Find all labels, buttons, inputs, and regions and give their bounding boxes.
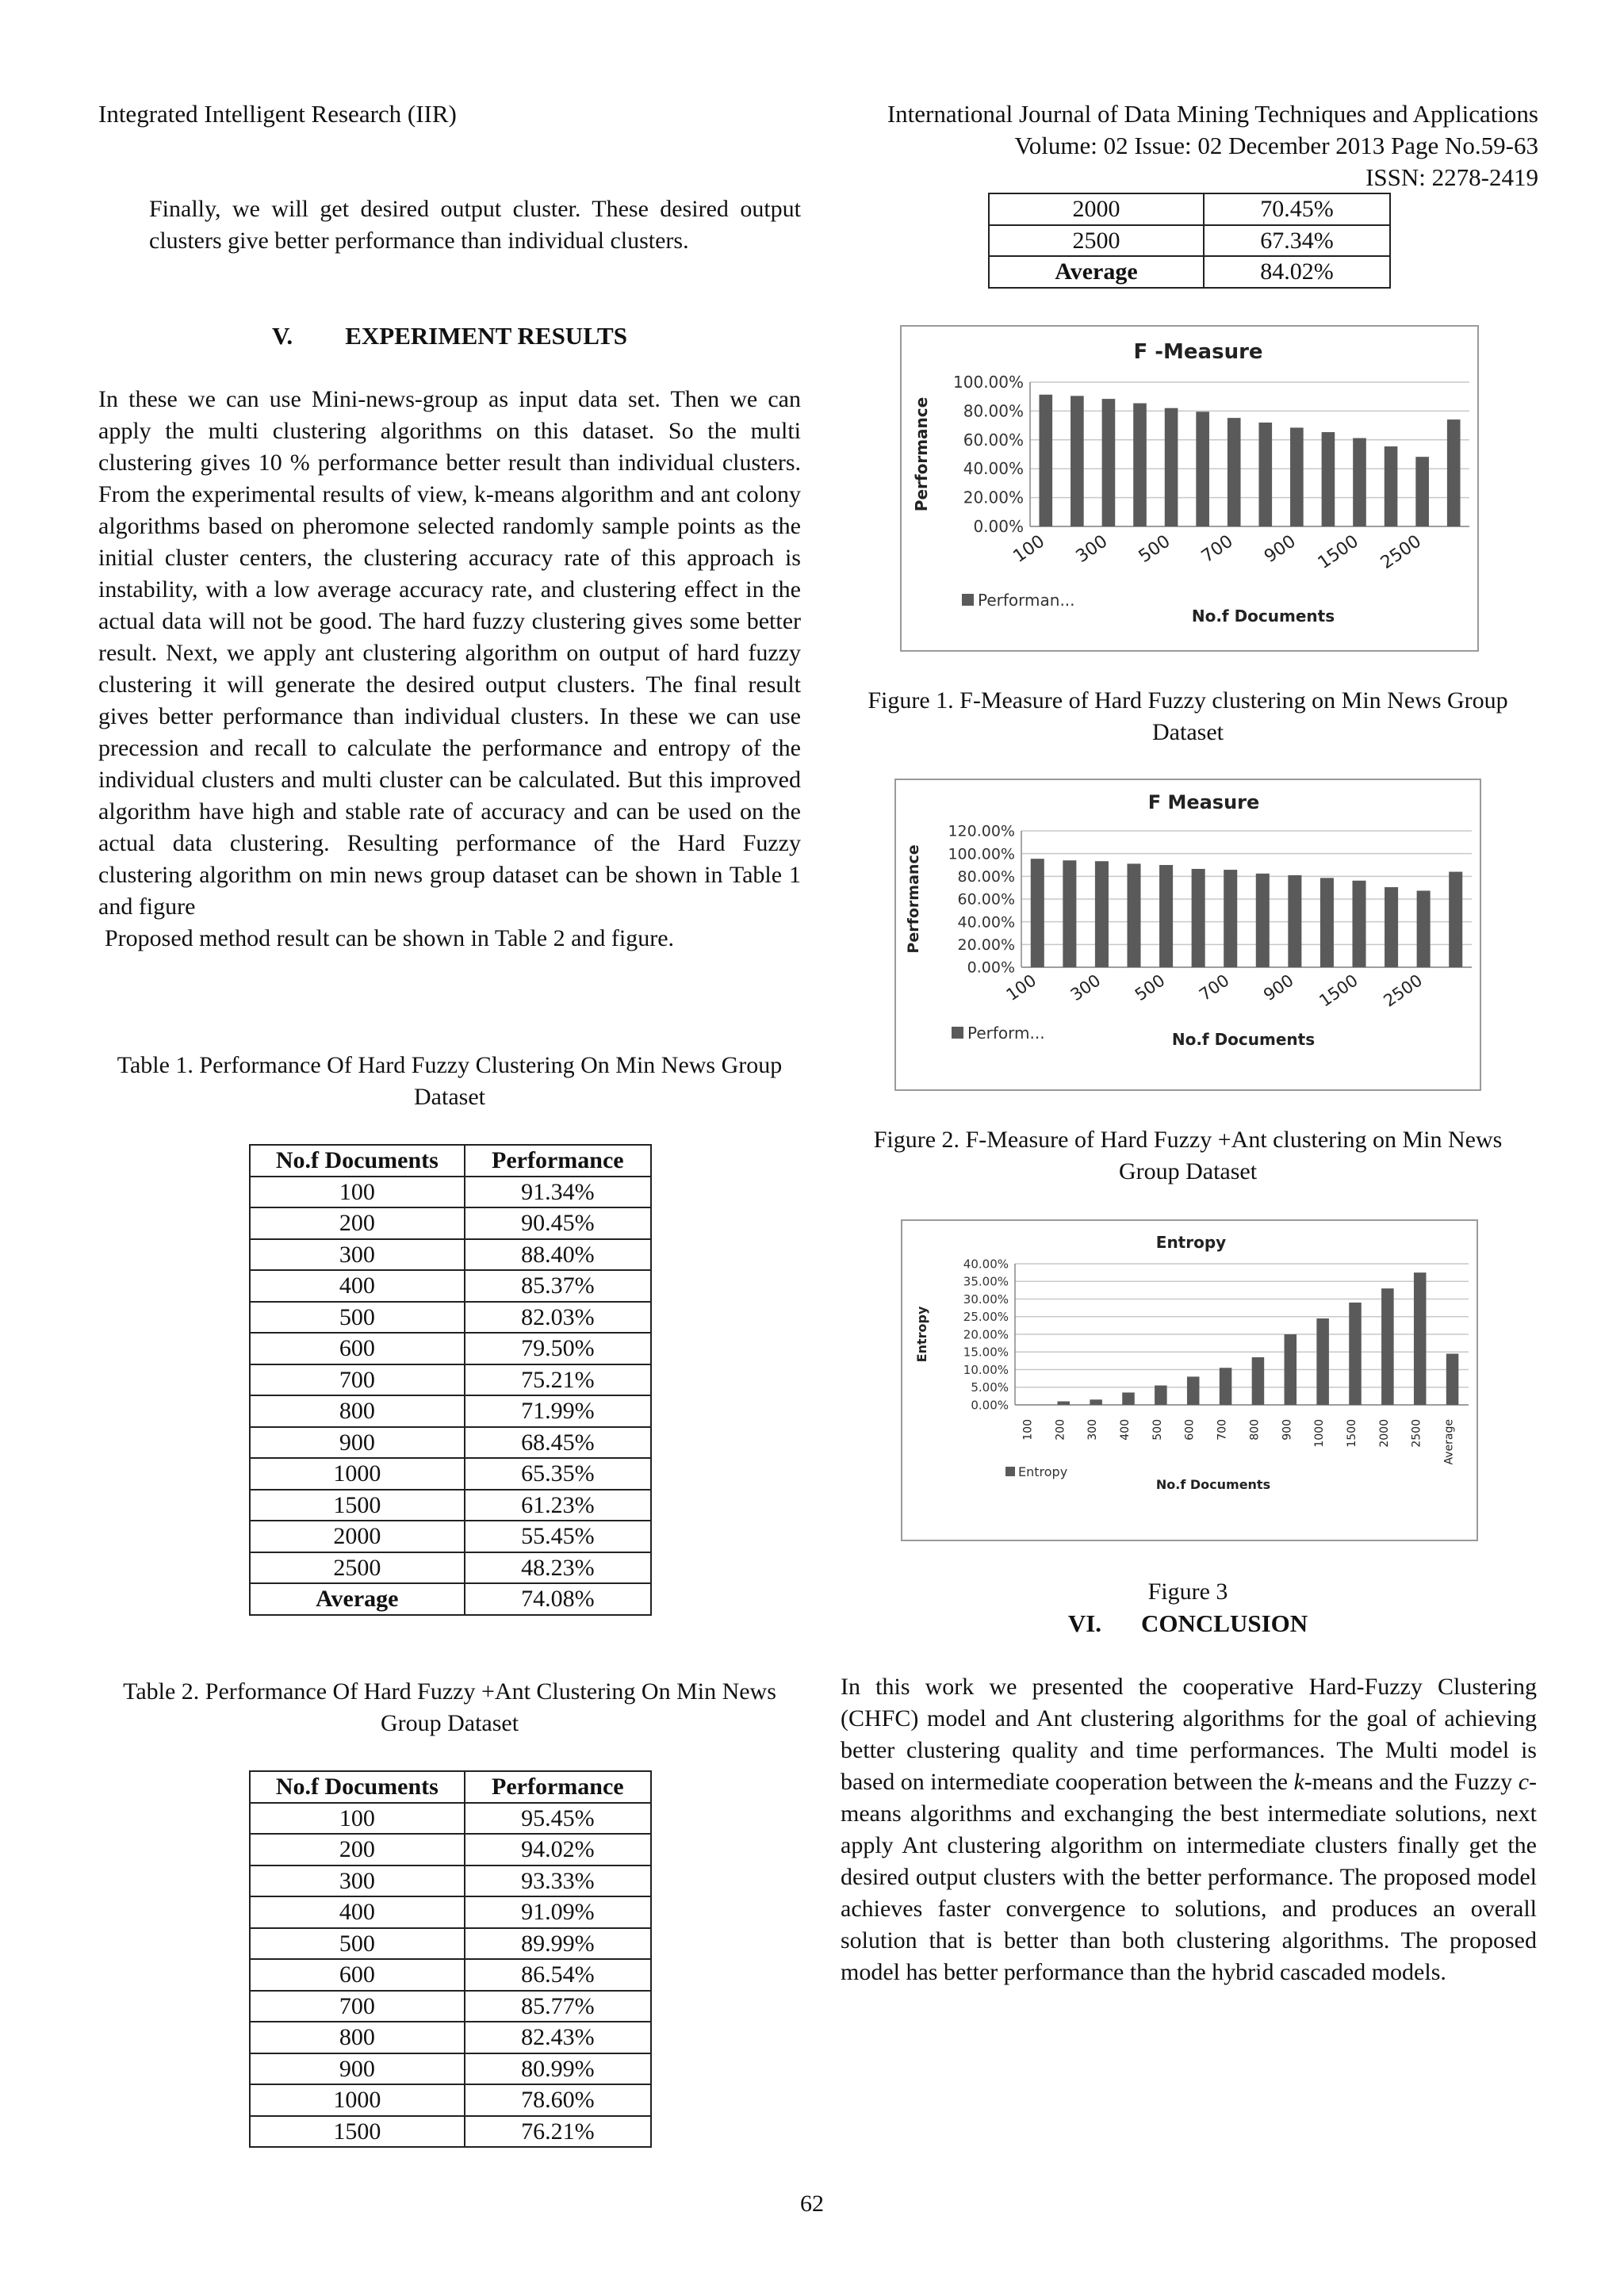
y-tick-label: 60.00% bbox=[963, 430, 1024, 450]
bar bbox=[1102, 399, 1116, 526]
bar bbox=[1417, 890, 1431, 967]
bar bbox=[1385, 887, 1398, 967]
figure2-caption: Figure 2. F-Measure of Hard Fuzzy +Ant clustering on Min News Group Dataset bbox=[873, 1127, 1503, 1184]
table-row bbox=[250, 1395, 651, 1427]
cell-docs: 400 bbox=[250, 1270, 465, 1302]
legend-label: Perform... bbox=[967, 1024, 1045, 1043]
cell-performance: 75.21% bbox=[465, 1364, 651, 1396]
cell-docs: 800 bbox=[250, 1395, 465, 1427]
table-row bbox=[250, 2084, 651, 2116]
legend-label: Entropy bbox=[1018, 1464, 1068, 1479]
cell-docs: 500 bbox=[250, 1302, 465, 1334]
table-row bbox=[250, 1207, 651, 1239]
x-tick-label: 600 bbox=[1183, 1419, 1197, 1441]
cell-performance: 90.45% bbox=[465, 1207, 651, 1239]
legend-swatch bbox=[952, 1027, 963, 1039]
table-row bbox=[250, 1364, 651, 1396]
experiment-paragraph bbox=[98, 384, 801, 955]
y-tick-label: 80.00% bbox=[957, 867, 1015, 886]
bar bbox=[1446, 1353, 1459, 1405]
y-tick-label: 60.00% bbox=[957, 890, 1015, 909]
y-tick-label: 120.00% bbox=[948, 822, 1015, 840]
bar bbox=[1058, 1402, 1071, 1405]
table-row bbox=[989, 256, 1390, 288]
x-tick-label: 300 bbox=[1067, 970, 1105, 1005]
section-title: EXPERIMENT RESULTS bbox=[345, 322, 627, 350]
table-row bbox=[250, 1239, 651, 1271]
x-tick-label: 1000 bbox=[1313, 1419, 1327, 1448]
bar bbox=[1353, 438, 1366, 526]
section-heading-experiment bbox=[98, 320, 801, 352]
cell-performance: 48.23% bbox=[465, 1552, 651, 1584]
x-tick-label: Average bbox=[1442, 1419, 1456, 1465]
x-tick-label: 900 bbox=[1260, 970, 1297, 1005]
bar bbox=[1256, 874, 1270, 967]
x-tick-label: 700 bbox=[1216, 1419, 1229, 1441]
bar bbox=[1071, 396, 1084, 526]
section-number: V. bbox=[272, 322, 293, 350]
cell-performance: 93.33% bbox=[465, 1866, 651, 1897]
cell-docs: 900 bbox=[250, 2053, 465, 2085]
cell-performance: 86.54% bbox=[465, 1959, 651, 1991]
bar bbox=[1285, 1334, 1297, 1405]
cell-performance: 68.45% bbox=[465, 1427, 651, 1459]
cell-performance: 94.02% bbox=[465, 1834, 651, 1866]
page-number: 62 bbox=[800, 2191, 824, 2217]
bar bbox=[1316, 1318, 1329, 1405]
x-tick-label: 700 bbox=[1197, 531, 1237, 568]
cell-docs: 600 bbox=[250, 1333, 465, 1364]
cell-docs: 1000 bbox=[250, 2084, 465, 2116]
cell-docs: Average bbox=[989, 256, 1204, 288]
bar bbox=[1196, 411, 1209, 526]
bar bbox=[1165, 408, 1178, 526]
cell-docs: 2500 bbox=[989, 225, 1204, 257]
section-number: VI. bbox=[1067, 1609, 1102, 1637]
bar bbox=[1288, 875, 1301, 967]
x-tick-label: 1500 bbox=[1314, 531, 1362, 574]
figure1-caption: Figure 1. F-Measure of Hard Fuzzy clustering on Min News Group Dataset bbox=[868, 687, 1508, 745]
bar bbox=[1252, 1357, 1265, 1405]
x-tick-label: 300 bbox=[1086, 1419, 1100, 1441]
y-tick-label: 10.00% bbox=[963, 1362, 1009, 1377]
bar bbox=[1449, 872, 1462, 967]
bar bbox=[1133, 404, 1147, 526]
cell-performance: 80.99% bbox=[465, 2053, 651, 2085]
x-tick-label: 500 bbox=[1131, 970, 1169, 1005]
y-tick-label: 100.00% bbox=[948, 845, 1015, 863]
legend-swatch bbox=[962, 594, 974, 606]
y-tick-label: 40.00% bbox=[957, 913, 1015, 932]
table-row bbox=[250, 1959, 651, 1991]
figure3-chart bbox=[901, 1219, 1478, 1541]
journal-volume: Volume: 02 Issue: 02 December 2013 Page No.59-63 bbox=[1014, 132, 1538, 159]
table-row bbox=[250, 1427, 651, 1459]
cell-performance: 95.45% bbox=[465, 1803, 651, 1835]
chart-title: F Measure bbox=[1147, 791, 1260, 813]
y-tick-label: 0.00% bbox=[973, 517, 1024, 536]
cell-docs: 1500 bbox=[250, 2116, 465, 2148]
y-tick-label: 0.00% bbox=[971, 1398, 1009, 1413]
table2-part2 bbox=[988, 193, 1391, 289]
cell-performance: 55.45% bbox=[465, 1521, 651, 1552]
y-tick-label: 5.00% bbox=[971, 1380, 1009, 1395]
cell-docs: 300 bbox=[250, 1239, 465, 1271]
bar bbox=[1228, 418, 1241, 526]
table2-part1 bbox=[249, 1770, 652, 2148]
bar bbox=[1447, 419, 1461, 526]
chart-title: Entropy bbox=[1155, 1233, 1227, 1252]
bar bbox=[1039, 395, 1052, 526]
bar bbox=[1192, 869, 1205, 967]
cell-docs: 600 bbox=[250, 1959, 465, 1991]
table-row bbox=[250, 2116, 651, 2148]
bar bbox=[1155, 1386, 1167, 1405]
x-tick-label: 800 bbox=[1248, 1419, 1262, 1441]
y-tick-label: 15.00% bbox=[963, 1345, 1009, 1360]
cell-performance: 91.09% bbox=[465, 1896, 651, 1928]
cell-performance: 74.08% bbox=[465, 1583, 651, 1615]
table2-header-perf: Performance bbox=[465, 1771, 651, 1803]
table-row bbox=[989, 225, 1390, 257]
x-tick-label: 100 bbox=[1002, 970, 1040, 1005]
table-row bbox=[250, 1928, 651, 1960]
y-tick-label: 80.00% bbox=[963, 401, 1024, 421]
table2-header-docs: No.f Documents bbox=[250, 1771, 465, 1803]
bar bbox=[1122, 1392, 1135, 1405]
table-row bbox=[250, 1552, 651, 1584]
bar bbox=[1095, 861, 1109, 967]
cell-performance: 85.37% bbox=[465, 1270, 651, 1302]
bar bbox=[1031, 859, 1044, 967]
table-row bbox=[989, 193, 1390, 225]
bar bbox=[1224, 870, 1237, 967]
x-tick-label: 500 bbox=[1135, 531, 1174, 568]
intro-paragraph: Finally, we will get desired output cluster. These desired output clusters give better performance than individual clusters. bbox=[149, 196, 801, 254]
table-row bbox=[250, 1333, 651, 1364]
table-row bbox=[250, 2053, 651, 2085]
cell-performance: 91.34% bbox=[465, 1177, 651, 1208]
y-tick-label: 20.00% bbox=[963, 488, 1024, 507]
table-row bbox=[250, 1866, 651, 1897]
bar bbox=[1352, 881, 1365, 967]
x-axis-label: No.f Documents bbox=[1191, 607, 1335, 626]
legend-label: Performan... bbox=[978, 591, 1075, 610]
x-tick-label: 200 bbox=[1054, 1419, 1067, 1441]
bar bbox=[1127, 863, 1140, 967]
cell-performance: 78.60% bbox=[465, 2084, 651, 2116]
table-row bbox=[250, 1490, 651, 1521]
cell-performance: 79.50% bbox=[465, 1333, 651, 1364]
cell-docs: 300 bbox=[250, 1866, 465, 1897]
bar bbox=[1220, 1368, 1232, 1405]
experiment-text: In these we can use Mini-news-group as input data set. Then we can apply the multi clustering algorithms on this dataset. So the multi clustering gives 10 % performance better result than individual clusters. From the experimental results of view, k-means algorithm and ant colony algorithms based on pheromone selected randomly sample points as the initial cluster centers, the clustering accuracy rate of this approach is instability, with a low average accuracy rate, and clustering effect in the actual data will not be good. The hard fuzzy clustering gives some better result. Next, we apply ant clustering algorithm on output of hard fuzzy clustering it will generate the desired output clusters. The final result gives better performance than individual clusters. In these we can use precession and recall to calculate the performance and entropy of the individual clusters and multi cluster can be calculated. But this improved algorithm have high and stable rate of accuracy and can be used on the actual data clustering. Resulting performance of the Hard Fuzzy clustering algorithm on min news group dataset can be shown in Table 1 and figure bbox=[98, 386, 801, 920]
cell-performance: 71.99% bbox=[465, 1395, 651, 1427]
cell-performance: 82.03% bbox=[465, 1302, 651, 1334]
cell-docs: 700 bbox=[250, 1991, 465, 2022]
table-row bbox=[250, 2022, 651, 2053]
cell-performance: 76.21% bbox=[465, 2116, 651, 2148]
table-row bbox=[250, 1583, 651, 1615]
header-right bbox=[887, 98, 1538, 193]
cell-performance: 84.02% bbox=[1204, 256, 1390, 288]
cell-docs: 2500 bbox=[250, 1552, 465, 1584]
journal-issn: ISSN: 2278-2419 bbox=[1365, 163, 1538, 191]
bar bbox=[1063, 860, 1076, 967]
cell-docs: 100 bbox=[250, 1177, 465, 1208]
section-title: CONCLUSION bbox=[1141, 1609, 1308, 1637]
bar bbox=[1159, 865, 1173, 967]
bar bbox=[1258, 423, 1272, 526]
bar bbox=[1320, 878, 1334, 967]
table1-header-perf: Performance bbox=[465, 1145, 651, 1177]
cell-performance: 82.43% bbox=[465, 2022, 651, 2053]
x-tick-label: 2500 bbox=[1377, 531, 1426, 574]
experiment-text-last: Proposed method result can be shown in Table 2 and figure. bbox=[105, 925, 675, 951]
bar bbox=[1322, 432, 1335, 526]
figure2-svg bbox=[896, 780, 1480, 1089]
bar bbox=[1090, 1399, 1102, 1405]
table2-caption: Table 2. Performance Of Hard Fuzzy +Ant Clustering On Min News Group Dataset bbox=[123, 1678, 776, 1736]
figure2-chart bbox=[894, 779, 1481, 1091]
conclusion-paragraph: In this work we presented the cooperative Hard-Fuzzy Clustering (CHFC) model and Ant clustering algorithms for the goal of achieving better clustering quality and time performances. The Multi model is based on intermediate cooperation between the k-means and the Fuzzy c-means algorithms and exchanging the best intermediate solutions, next apply Ant clustering algorithm on intermediate clusters finally get the desired output clusters with the better performance. The proposed model achieves faster convergence to solutions, and produces an overall solution that is better than both clustering algorithms. The proposed model has better performance than the hybrid cascaded models. bbox=[841, 1674, 1538, 1985]
table-row bbox=[250, 1896, 651, 1928]
figure1-chart bbox=[900, 325, 1479, 652]
y-axis-label: Performance bbox=[912, 396, 931, 512]
table-row bbox=[250, 1458, 651, 1490]
bar bbox=[1415, 457, 1429, 526]
y-tick-label: 20.00% bbox=[957, 936, 1015, 954]
y-tick-label: 30.00% bbox=[963, 1292, 1009, 1307]
legend-swatch bbox=[1005, 1467, 1015, 1476]
table-row bbox=[250, 1991, 651, 2022]
table1 bbox=[249, 1144, 652, 1616]
x-tick-label: 500 bbox=[1151, 1419, 1164, 1441]
cell-docs: 700 bbox=[250, 1364, 465, 1396]
x-axis-label: No.f Documents bbox=[1171, 1030, 1316, 1049]
y-tick-label: 40.00% bbox=[963, 1257, 1009, 1272]
x-tick-label: 400 bbox=[1119, 1419, 1132, 1441]
x-tick-label: 2000 bbox=[1377, 1419, 1391, 1448]
y-axis-label: Entropy bbox=[914, 1306, 929, 1363]
cell-docs: 1500 bbox=[250, 1490, 465, 1521]
x-tick-label: 700 bbox=[1195, 970, 1233, 1005]
y-axis-label: Performance bbox=[905, 844, 922, 954]
table1-header-docs: No.f Documents bbox=[250, 1145, 465, 1177]
cell-docs: 100 bbox=[250, 1803, 465, 1835]
cell-performance: 61.23% bbox=[465, 1490, 651, 1521]
x-tick-label: 300 bbox=[1072, 531, 1112, 568]
bar bbox=[1187, 1376, 1200, 1405]
x-tick-label: 2500 bbox=[1380, 970, 1427, 1011]
x-tick-label: 1500 bbox=[1316, 970, 1362, 1011]
x-tick-label: 100 bbox=[1009, 531, 1049, 568]
figure3-svg bbox=[902, 1221, 1477, 1540]
cell-performance: 67.34% bbox=[1204, 225, 1390, 257]
journal-title: International Journal of Data Mining Techniques and Applications bbox=[887, 100, 1538, 128]
figure1-svg bbox=[902, 327, 1477, 650]
cell-docs: Average bbox=[250, 1583, 465, 1615]
table-row bbox=[250, 1177, 651, 1208]
bar bbox=[1349, 1303, 1362, 1405]
chart-title: F -Measure bbox=[1133, 340, 1263, 364]
table-row bbox=[250, 1521, 651, 1552]
table1-caption: Table 1. Performance Of Hard Fuzzy Clustering On Min News Group Dataset bbox=[117, 1052, 783, 1110]
bar bbox=[1385, 446, 1398, 526]
figure3-caption: Figure 3 bbox=[1147, 1578, 1228, 1605]
x-tick-label: 2500 bbox=[1410, 1419, 1423, 1448]
x-tick-label: 900 bbox=[1281, 1419, 1294, 1441]
y-tick-label: 100.00% bbox=[953, 373, 1024, 392]
cell-docs: 200 bbox=[250, 1834, 465, 1866]
cell-docs: 400 bbox=[250, 1896, 465, 1928]
x-tick-label: 900 bbox=[1261, 531, 1300, 568]
y-tick-label: 25.00% bbox=[963, 1310, 1009, 1324]
bar bbox=[1290, 427, 1304, 526]
cell-docs: 1000 bbox=[250, 1458, 465, 1490]
section-heading-conclusion bbox=[841, 1608, 1535, 1640]
cell-performance: 89.99% bbox=[465, 1928, 651, 1960]
x-tick-label: 1500 bbox=[1346, 1419, 1358, 1448]
x-tick-label: 100 bbox=[1021, 1419, 1035, 1441]
cell-docs: 200 bbox=[250, 1207, 465, 1239]
cell-docs: 900 bbox=[250, 1427, 465, 1459]
table-row bbox=[250, 1834, 651, 1866]
cell-docs: 800 bbox=[250, 2022, 465, 2053]
cell-docs: 2000 bbox=[989, 193, 1204, 225]
table-row bbox=[250, 1803, 651, 1835]
y-tick-label: 0.00% bbox=[967, 959, 1015, 977]
x-axis-label: No.f Documents bbox=[1155, 1477, 1271, 1492]
y-tick-label: 35.00% bbox=[963, 1274, 1009, 1289]
table-row bbox=[250, 1302, 651, 1334]
table-row bbox=[250, 1270, 651, 1302]
y-tick-label: 20.00% bbox=[963, 1327, 1009, 1342]
cell-performance: 85.77% bbox=[465, 1991, 651, 2022]
header-left: Integrated Intelligent Research (IIR) bbox=[98, 100, 457, 128]
bar bbox=[1381, 1288, 1394, 1405]
cell-performance: 65.35% bbox=[465, 1458, 651, 1490]
cell-performance: 88.40% bbox=[465, 1239, 651, 1271]
y-tick-label: 40.00% bbox=[963, 459, 1024, 479]
bar bbox=[1414, 1272, 1427, 1405]
cell-docs: 2000 bbox=[250, 1521, 465, 1552]
cell-docs: 500 bbox=[250, 1928, 465, 1960]
cell-performance: 70.45% bbox=[1204, 193, 1390, 225]
